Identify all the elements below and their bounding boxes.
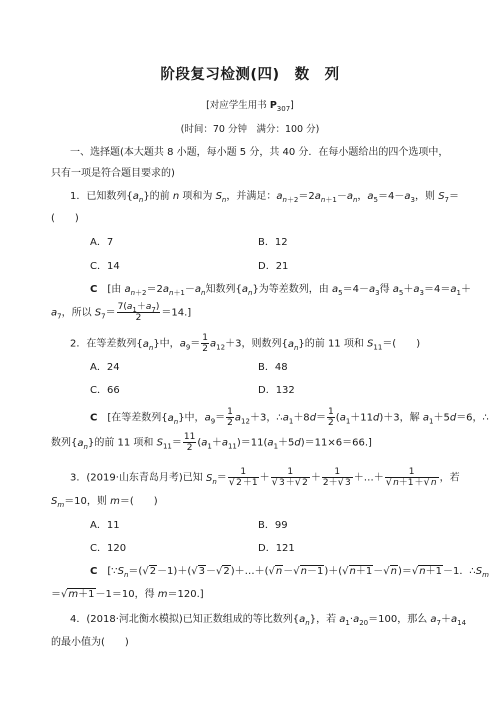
q1-answer: C [90,284,98,295]
q3-option-c: C．120 [90,543,127,554]
q1-option-b: B．12 [258,237,288,248]
q2-answer: C [90,412,98,424]
q1-stem-line2: ( ) [51,213,79,224]
page-title: 阶段复习检测(四) 数 列 [160,67,340,83]
q1-option-d: D．21 [258,261,289,272]
q3-solution-line2: ＝√m＋1－1＝10，得 m＝120.] [51,589,204,600]
q2-solution-line2: 数列$\{a_n\}$的前 11 项和 $S_{11}=$ $\frac{11}{2}$ $(a_1+a_{11})=11(a_1+5d)=11\times 6=66$.] [51,432,372,453]
q2-option-d: D．132 [258,385,295,396]
q1-option-a: A．7 [90,237,114,248]
exam-meta: (时间：70 分钟 满分：100 分) [180,124,320,135]
section-intro-line2: 只有一项是符合题目要求的) [51,168,175,179]
q1-option-c: C．14 [90,261,120,272]
q4-stem-line1: 4．(2018·河北衡水模拟)已知正数组成的等比数列$\{a_n\}$，若 $a_1\cdot a_{20}=100$，那么 $a_7+a_{14}$ [70,614,467,627]
q3-answer: C [90,566,98,577]
page-subtitle: [对应学生用书 $P_{307}$] [206,100,294,113]
q3-stem-line2: $S_m=10$，则 m＝( ) [51,496,158,509]
q1-solution-line2: $a_7$，所以 $S_7=$ $\frac{7(a_1+a_7)}{2}$ ＝14.] [51,302,192,323]
q2-option-b: B．48 [258,362,288,373]
q1-stem-line1: 1．已知数列$\{a_n\}$的前 n 项和为 $S_n$，并满足：$a_{n+2}=2a_{n+1}-a_n$，$a_5=4-a_3$，则 $S_7=$ [70,191,460,204]
q2-stem: 2．在等差数列$\{a_n\}$中，$a_9=$ $\frac{1}{2}$ $a_{12}+3$，则数列$\{a_n\}$的前 11 项和 $S_{11}=$( ) [70,333,421,354]
q3-stem-line1: 3．(2019·山东青岛月考)已知 $S_n=$ $\frac{1}{√2+1}$ ＋ $\frac{1}{√3+√2}$ ＋ $\frac{1}{2+√3}$ ＋…＋ $\frac{1}{√n+1+√n}$ ，若 [70,467,460,488]
q4-stem-line2: 的最小值为( ) [51,637,129,648]
section-intro-line1: 一、选择题(本大题共 8 小题，每小题 5 分，共 40 分．在每小题给出的四个选项中， [70,147,449,158]
q3-option-b: B．99 [258,520,288,531]
q2-solution-line1: C [在等差数列$\{a_n\}$中，$a_9=$ $\frac{1}{2}$ $a_{12}+3$，$\therefore a_1+8d=$ $\frac{1}{2}$ $(a_1+11d)+3$，解 $a_1+5d=6$，∴ [90,407,489,428]
q3-solution-line1: C [$\because S_n=(√2-1)+(√3-√2)+\dots+(√n-√n-1)+(√n+1-√n)=√n+1-1$．$\therefore S_m$ [90,566,489,579]
q3-option-d: D．121 [258,543,295,554]
q1-solution-line1: C [由 $a_{n+2}=2a_{n+1}-a_n$知数列$\{a_n\}$为等差数列，由 $a_5=4-a_3$得 $a_5+a_3=4=a_1+$ [90,284,471,297]
q2-option-c: C．66 [90,385,120,396]
q2-option-a: A．24 [90,362,120,373]
q3-option-a: A．11 [90,520,120,531]
